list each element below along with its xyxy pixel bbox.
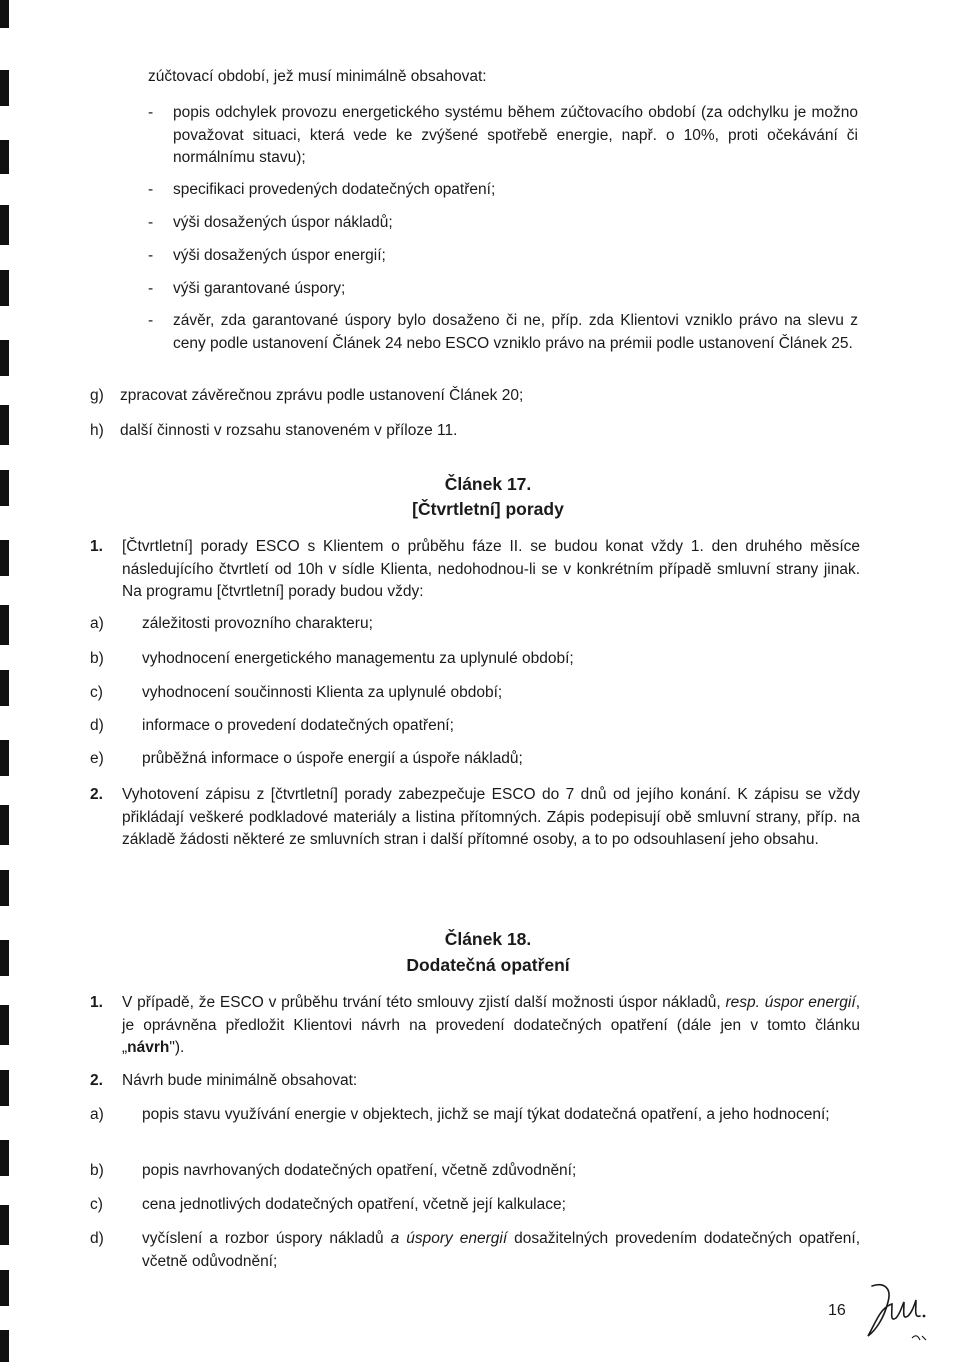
page-number: 16	[828, 1302, 846, 1319]
article-18-title: Dodatečná opatření	[406, 955, 570, 975]
document-page: zúčtovací období, jež musí minimálně obsahovat: - popis odchylek provozu energetického systému během zúčtovacího období (za odchylku je možno považovat situaci, která vede ke zvýšené spotřebě energie, např. o 10%, proti očekávání či normálnímu stavu); - specifikaci provedených dodatečných opatření; - výši dosažených úspor nákladů; - výši dosažených úspor energií; - výši garantované úspory; - závěr, zda garantované úspory bylo dosaženo či ne, příp. zda Klientovi vzniklo právo na slevu z ceny podle ustanovení Článek 24 nebo ESCO vzniklo právo na prémii podle ustanovení Článek 25. g) zpracovat závěrečnou zprávu podle ustanovení Článek 20; h) další činnosti v rozsahu stanoveném v příloze 11. Článek 17. [Čtvrtletní] porady 1. [Čtvrtletní] porady ESCO s Klientem o průběhu fáze II. se budou konat vždy 1. den druhého měsíce následujícího čtvrtletí od 10h v sídle Klienta, nedohodnou-li se v konkrétním případě smluvní strany jinak. Na programu [čtvrtletní] porady budou vždy: a) záležitosti provozního charakteru; b) vyhodnocení energetického managementu za uplynulé období; c) vyhodnocení součinnosti Klienta za uplynulé období; d) informace o provedení dodatečných opatření; e) průběžná informace o úspoře energií a úspoře nákladů; 2. Vyhotovení zápisu z [čtvrtletní] porady zabezpečuje ESCO do 7 dnů od jejího konání. K zápisu se vždy přikládají veškeré podkladové materiály a listina přítomných. Zápis podepisují obě smluvní strany, příp. na základě žádosti některé ze smluvních stran i další přítomné osoby, a to po odsouhlasení jeho obsahu. Článek 18. Dodatečná opatření 1. V případě, že ESCO v průběhu trvání této smlouvy zjistí další možnosti úspor nákladů, resp. úspor energií, je oprávněna předložit Klientovi návrh na provedení dodatečných opatření (dále jen v tomto článku „návrh"). 2. Návrh bude minimálně obsahovat: a) popis stavu využívání energie v objektech, jichž se mají týkat dodatečná opatření, a jeho hodnocení; b) popis navrhovaných dodatečných opatření, včetně zdůvodnění; c) cena jednotlivých dodatečných opatření, včetně její kalkulace; d) vyčíslení a rozbor úspory nákladů a úspory energií dosažitelných provedením dodatečných opatření, včetně odůvodnění; 16	[0, 0, 960, 1362]
article-17-title: [Čtvrtletní] porady	[412, 499, 564, 519]
article-17-number: Článek 17.	[444, 474, 532, 494]
intro-line: zúčtovací období, jež musí minimálně obsahovat:	[148, 68, 487, 85]
scan-edge-marks	[0, 0, 12, 1362]
handwritten-initials-signature	[862, 1278, 942, 1348]
article-18-number: Článek 18.	[444, 929, 532, 949]
